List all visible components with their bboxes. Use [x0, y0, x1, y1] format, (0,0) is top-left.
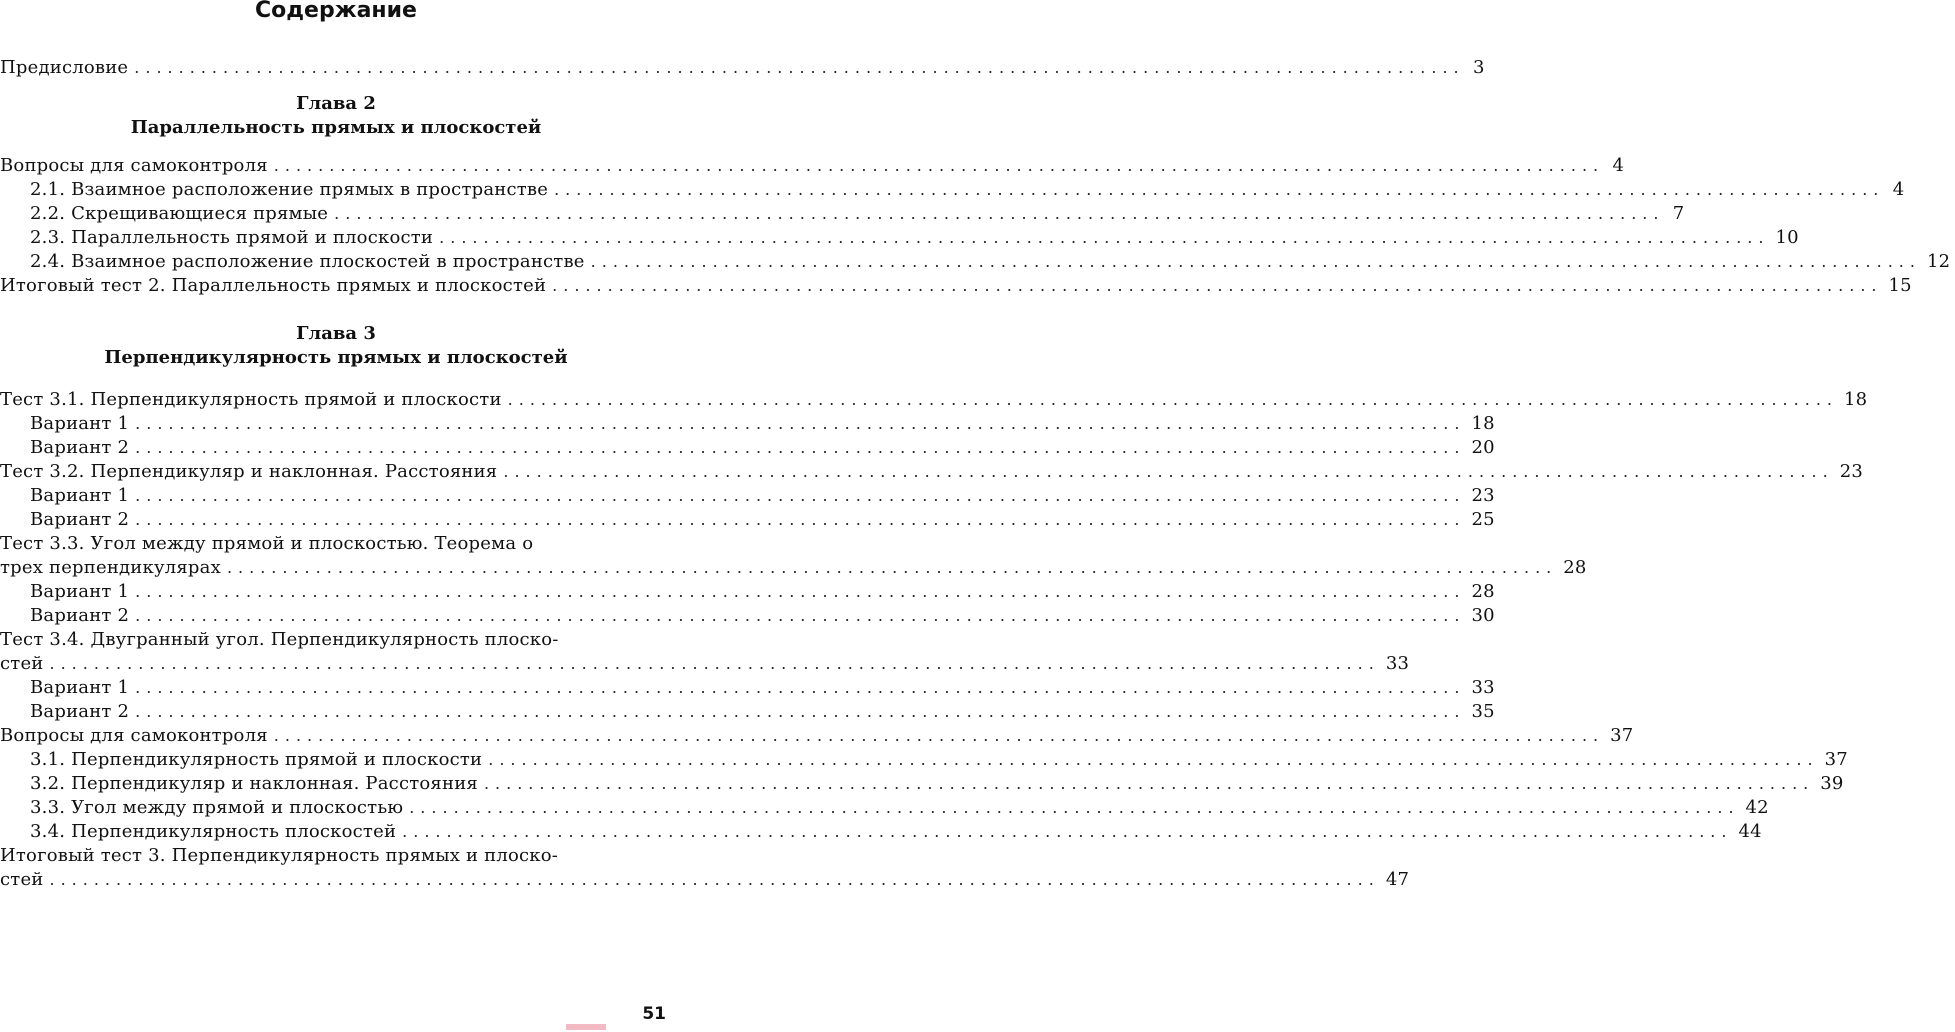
- toc-page-number: 33: [1385, 653, 1410, 674]
- dot-leader: ........................................................................................................................: [402, 822, 1733, 841]
- toc-entry[interactable]: [0, 460, 1863, 484]
- toc-page-number: 42: [1745, 797, 1769, 818]
- toc-entry-text: Вопросы для самоконтроля: [0, 155, 268, 176]
- toc-entry[interactable]: [0, 868, 1410, 892]
- toc-page-number: 44: [1738, 821, 1762, 842]
- toc-entry-text: Вариант 1: [30, 677, 130, 698]
- toc-entry[interactable]: [0, 250, 1951, 274]
- toc-entry-text: 3.3. Угол между прямой и плоскостью: [30, 797, 404, 818]
- toc-page-number: 20: [1471, 437, 1495, 458]
- dot-leader: ........................................................................................................................: [409, 798, 1740, 817]
- toc-page-number: 15: [1888, 275, 1912, 296]
- dot-leader: ........................................................................................................................: [135, 414, 1466, 433]
- toc-entry-text: 3.4. Перпендикулярность плоскостей: [30, 821, 397, 842]
- toc-entry[interactable]: [0, 154, 1625, 178]
- dot-leader: ........................................................................................................................: [439, 228, 1770, 247]
- toc-page-number: 7: [1672, 203, 1685, 224]
- toc-entry[interactable]: [0, 484, 1495, 508]
- dot-leader: ........................................................................................................................: [135, 702, 1466, 721]
- toc-entry[interactable]: [0, 796, 1769, 820]
- chapter-label: Глава 2: [296, 93, 376, 114]
- toc-entry[interactable]: [0, 226, 1799, 250]
- toc-entry-text: Итоговый тест 3. Перпендикулярность прямых и плоско-: [0, 845, 559, 866]
- dot-leader: ........................................................................................................................: [334, 204, 1665, 223]
- chapter-3-heading: [0, 322, 672, 370]
- toc-entry[interactable]: [0, 724, 1634, 748]
- toc-page-number: 3: [1472, 57, 1485, 78]
- dot-leader: ........................................................................................................................: [135, 438, 1466, 457]
- dot-leader: ........................................................................................................................: [590, 252, 1921, 271]
- dot-leader: ........................................................................................................................: [273, 156, 1605, 175]
- dot-leader: ........................................................................................................................: [135, 678, 1466, 697]
- toc-entry-text: Вариант 1: [30, 581, 130, 602]
- toc-entry-wrapped-line[interactable]: [0, 532, 672, 556]
- toc-page-number: 4: [1612, 155, 1625, 176]
- toc-entry-text: стей: [0, 869, 44, 890]
- toc-entry-text: Итоговый тест 2. Параллельность прямых и плоскостей: [0, 275, 547, 296]
- toc-entry-text: 3.2. Перпендикуляр и наклонная. Расстояния: [30, 773, 478, 794]
- toc-entry[interactable]: [0, 580, 1495, 604]
- corner-mark: [566, 1024, 606, 1030]
- toc-page-number: 18: [1843, 389, 1868, 410]
- toc-entry[interactable]: [0, 820, 1762, 844]
- dot-leader: ........................................................................................................................: [135, 510, 1466, 529]
- toc-entry[interactable]: [0, 412, 1495, 436]
- page-title: Содержание: [255, 0, 417, 23]
- toc-entry-text: Тест 3.3. Угол между прямой и плоскостью. Теорема о: [0, 533, 534, 554]
- chapter-title: Параллельность прямых и плоскостей: [130, 117, 542, 138]
- toc-entry[interactable]: [0, 202, 1685, 226]
- dot-leader: ........................................................................................................................: [135, 486, 1466, 505]
- toc-entry[interactable]: [0, 652, 1410, 676]
- toc-page-number: 30: [1471, 605, 1495, 626]
- toc-entry[interactable]: [0, 772, 1844, 796]
- toc-page-number: 28: [1563, 557, 1587, 578]
- toc-chapter-2: [0, 154, 1951, 298]
- toc-entry-text: Вариант 2: [30, 701, 130, 722]
- toc-entry[interactable]: [0, 436, 1495, 460]
- toc-page-number: 47: [1385, 869, 1410, 890]
- toc-page-number: 4: [1892, 179, 1905, 200]
- dot-leader: ........................................................................................................................: [488, 750, 1819, 769]
- dot-leader: ........................................................................................................................: [552, 276, 1883, 295]
- toc-page-number: 12: [1926, 251, 1951, 272]
- chapter-2-heading: [0, 92, 672, 140]
- dot-leader: ........................................................................................................................: [135, 582, 1466, 601]
- dot-leader: ........................................................................................................................: [554, 180, 1885, 199]
- toc-entry-text: Предисловие: [0, 57, 129, 78]
- toc-entry-text: трех перпендикулярах: [0, 557, 221, 578]
- dot-leader: ........................................................................................................................: [134, 58, 1465, 77]
- toc-page-number: 10: [1775, 227, 1799, 248]
- toc-page-number: 37: [1610, 725, 1634, 746]
- toc-page-number: 35: [1471, 701, 1495, 722]
- toc-entry[interactable]: [0, 274, 1912, 298]
- toc-entry[interactable]: [0, 388, 1868, 412]
- toc-entry-text: 3.1. Перпендикулярность прямой и плоскости: [30, 749, 483, 770]
- toc-entry-text: Тест 3.4. Двугранный угол. Перпендикулярность плоско-: [0, 629, 559, 650]
- toc-page-number: 28: [1471, 581, 1495, 602]
- toc-entry-text: 2.1. Взаимное расположение прямых в пространстве: [30, 179, 549, 200]
- toc-entry-text: Тест 3.1. Перпендикулярность прямой и плоскости: [0, 389, 502, 410]
- dot-leader: ........................................................................................................................: [135, 606, 1466, 625]
- toc-entry-text: Тест 3.2. Перпендикуляр и наклонная. Расстояния: [0, 461, 498, 482]
- toc-entry-wrapped-line[interactable]: [0, 844, 672, 868]
- toc-page-number: 25: [1471, 509, 1495, 530]
- dot-leader: ........................................................................................................................: [226, 558, 1558, 577]
- toc-entry[interactable]: [0, 556, 1587, 580]
- toc-entry[interactable]: [0, 178, 1905, 202]
- toc-entry-text: Вариант 2: [30, 605, 130, 626]
- toc-entry[interactable]: [0, 700, 1495, 724]
- toc-entry-text: Вариант 1: [30, 485, 130, 506]
- toc-preface-block: [0, 56, 1485, 80]
- toc-page-number: 23: [1839, 461, 1863, 482]
- toc-entry-wrapped-line[interactable]: [0, 628, 672, 652]
- toc-entry-text: Вариант 2: [30, 437, 130, 458]
- toc-entry[interactable]: [0, 508, 1495, 532]
- toc-entry-text: 2.2. Скрещивающиеся прямые: [30, 203, 329, 224]
- toc-entry-text: Вариант 2: [30, 509, 130, 530]
- toc-entry-text: Вопросы для самоконтроля: [0, 725, 268, 746]
- chapter-title: Перпендикулярность прямых и плоскостей: [104, 347, 568, 368]
- toc-page-number: 37: [1824, 749, 1848, 770]
- dot-leader: ........................................................................................................................: [507, 390, 1838, 409]
- toc-entry-text: 2.4. Взаимное расположение плоскостей в пространстве: [30, 251, 585, 272]
- dot-leader: ........................................................................................................................: [49, 870, 1380, 889]
- toc-entry-text: стей: [0, 653, 44, 674]
- chapter-label: Глава 3: [296, 323, 376, 344]
- toc-entry[interactable]: [0, 748, 1848, 772]
- toc-page-number: 23: [1471, 485, 1495, 506]
- toc-page-number: 39: [1820, 773, 1844, 794]
- toc-page-number: 18: [1471, 413, 1495, 434]
- page-number: 51: [642, 1004, 666, 1024]
- dot-leader: ........................................................................................................................: [49, 654, 1380, 673]
- toc-entry-text: 2.3. Параллельность прямой и плоскости: [30, 227, 434, 248]
- toc-page-number: 33: [1471, 677, 1495, 698]
- toc-entry[interactable]: [0, 676, 1495, 700]
- toc-entry-text: Вариант 1: [30, 413, 130, 434]
- dot-leader: ........................................................................................................................: [273, 726, 1605, 745]
- toc-entry[interactable]: [0, 604, 1495, 628]
- dot-leader: ........................................................................................................................: [483, 774, 1815, 793]
- dot-leader: ........................................................................................................................: [503, 462, 1834, 481]
- toc-entry-preface[interactable]: [0, 56, 1485, 80]
- toc-chapter-3: [0, 388, 1868, 892]
